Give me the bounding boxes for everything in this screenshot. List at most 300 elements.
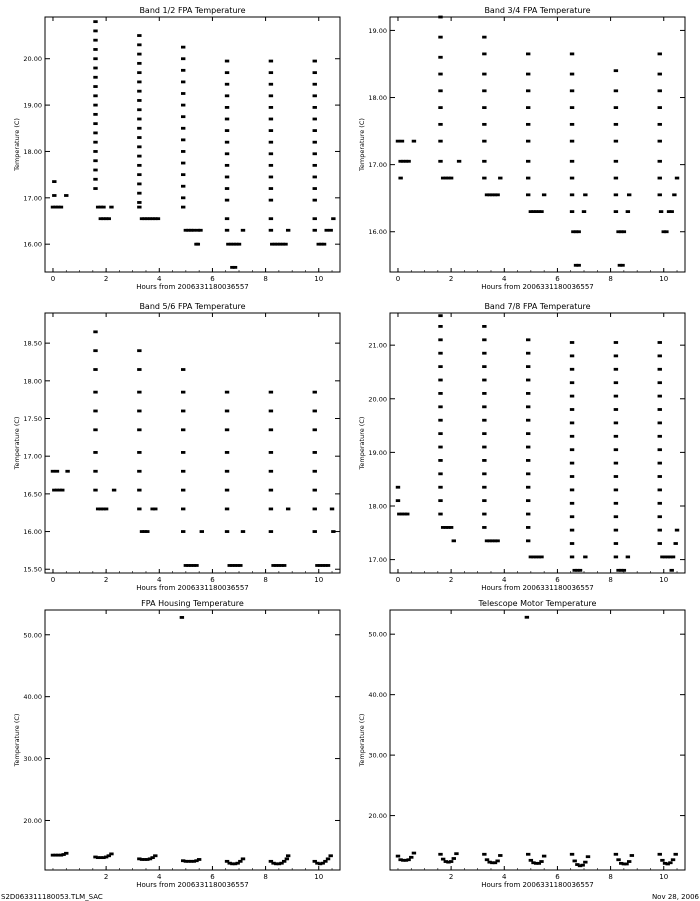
data-point xyxy=(181,127,185,130)
data-point xyxy=(438,432,442,435)
data-point xyxy=(181,162,185,165)
data-point xyxy=(200,530,204,533)
data-point xyxy=(449,860,453,863)
data-point xyxy=(283,243,287,246)
data-point xyxy=(482,160,486,163)
data-point xyxy=(269,508,273,511)
data-point xyxy=(109,206,113,209)
data-point xyxy=(137,173,141,176)
data-point xyxy=(570,210,574,213)
data-point xyxy=(570,193,574,196)
data-point xyxy=(153,854,157,857)
data-point xyxy=(675,529,679,532)
data-point xyxy=(614,529,618,532)
data-point xyxy=(542,855,546,858)
data-point xyxy=(313,141,317,144)
y-tick-label: 30.00 xyxy=(23,755,42,764)
data-point xyxy=(238,564,242,567)
data-point xyxy=(269,176,273,179)
data-point xyxy=(137,108,141,111)
data-point xyxy=(269,199,273,202)
data-point xyxy=(658,435,662,438)
x-tick-label: 6 xyxy=(555,873,560,881)
data-point xyxy=(526,853,530,856)
data-point xyxy=(313,176,317,179)
data-point xyxy=(658,368,662,371)
data-point xyxy=(313,508,317,511)
data-point xyxy=(482,106,486,109)
data-point xyxy=(664,230,668,233)
data-point xyxy=(576,264,580,267)
data-point xyxy=(137,470,141,473)
data-point xyxy=(614,381,618,384)
data-point xyxy=(64,194,68,197)
data-point xyxy=(485,858,489,861)
data-point xyxy=(614,489,618,492)
data-point xyxy=(658,408,662,411)
data-point xyxy=(570,89,574,92)
data-point xyxy=(526,338,530,341)
data-point xyxy=(482,392,486,395)
y-axis-label: Temperature (C) xyxy=(13,713,21,767)
data-point xyxy=(622,569,626,572)
data-point xyxy=(570,123,574,126)
y-tick-label: 17.00 xyxy=(368,161,387,170)
data-point xyxy=(405,513,409,516)
data-point xyxy=(438,486,442,489)
plot-frame xyxy=(390,17,685,272)
data-point xyxy=(225,470,229,473)
data-point xyxy=(526,177,530,180)
data-point xyxy=(438,365,442,368)
footer-filename: S2D063311180053.TLM_SAC xyxy=(1,893,103,901)
x-tick-label: 6 xyxy=(555,576,560,584)
data-point xyxy=(93,187,97,190)
chart-title: Band 7/8 FPA Temperature xyxy=(484,302,591,311)
data-point xyxy=(438,419,442,422)
data-point xyxy=(269,71,273,74)
chart-title: Band 5/6 FPA Temperature xyxy=(139,302,246,311)
y-tick-label: 17.00 xyxy=(23,194,42,203)
data-point xyxy=(658,381,662,384)
data-point xyxy=(570,73,574,76)
data-point xyxy=(658,341,662,344)
y-axis-label: Temperature (C) xyxy=(358,713,366,767)
data-point xyxy=(269,229,273,232)
data-point xyxy=(529,859,533,862)
data-point xyxy=(526,106,530,109)
data-point xyxy=(582,210,586,213)
data-point xyxy=(269,94,273,97)
data-point xyxy=(181,470,185,473)
data-point xyxy=(526,193,530,196)
data-point xyxy=(93,428,97,431)
chart-title: FPA Housing Temperature xyxy=(141,599,244,608)
data-point xyxy=(542,193,546,196)
data-point xyxy=(482,73,486,76)
data-point xyxy=(137,201,141,204)
data-point xyxy=(181,92,185,95)
data-point xyxy=(673,853,677,856)
data-point xyxy=(181,173,185,176)
data-point xyxy=(526,89,530,92)
data-point xyxy=(672,193,676,196)
y-tick-label: 18.00 xyxy=(23,377,42,386)
x-tick-label: 8 xyxy=(608,275,613,283)
data-point xyxy=(614,448,618,451)
data-point xyxy=(313,187,317,190)
data-point xyxy=(438,392,442,395)
data-point xyxy=(104,508,108,511)
x-tick-label: 4 xyxy=(502,576,507,584)
data-point xyxy=(570,556,574,559)
data-point xyxy=(482,446,486,449)
x-axis-label: Hours from 2006331180036557 xyxy=(136,584,249,592)
data-point xyxy=(93,57,97,60)
data-point xyxy=(482,472,486,475)
data-point xyxy=(573,860,577,863)
y-axis-label: Temperature (C) xyxy=(358,416,366,470)
data-point xyxy=(269,187,273,190)
data-point xyxy=(526,526,530,529)
x-tick-label: 8 xyxy=(263,275,268,283)
data-point xyxy=(241,229,245,232)
data-point xyxy=(438,446,442,449)
data-point xyxy=(52,194,56,197)
data-point xyxy=(93,159,97,162)
chart-title: Band 1/2 FPA Temperature xyxy=(139,6,246,15)
data-point xyxy=(616,858,620,861)
data-point xyxy=(660,859,664,862)
data-point xyxy=(614,853,618,856)
data-point xyxy=(626,556,630,559)
data-point xyxy=(614,160,618,163)
data-point xyxy=(313,410,317,413)
data-point xyxy=(137,71,141,74)
data-point xyxy=(576,230,580,233)
data-point xyxy=(225,391,229,394)
data-point xyxy=(286,854,290,857)
data-point xyxy=(438,314,442,317)
y-axis-label: Temperature (C) xyxy=(13,416,21,470)
data-point xyxy=(269,60,273,63)
data-point xyxy=(328,854,332,857)
x-tick-label: 6 xyxy=(210,275,215,283)
data-point xyxy=(313,118,317,121)
data-point xyxy=(482,526,486,529)
data-point xyxy=(93,410,97,413)
data-point xyxy=(51,470,55,473)
data-point xyxy=(137,43,141,46)
data-point xyxy=(225,129,229,132)
data-point xyxy=(526,160,530,163)
data-point xyxy=(526,73,530,76)
data-point xyxy=(233,266,237,269)
data-point xyxy=(225,60,229,63)
data-point xyxy=(675,177,679,180)
data-point xyxy=(614,556,618,559)
data-point xyxy=(658,515,662,518)
data-point xyxy=(482,432,486,435)
data-point xyxy=(313,530,317,533)
data-point xyxy=(181,104,185,107)
data-point xyxy=(55,470,59,473)
data-point xyxy=(112,489,116,492)
data-point xyxy=(622,230,626,233)
data-point xyxy=(658,853,662,856)
data-point xyxy=(225,199,229,202)
data-point xyxy=(438,513,442,516)
y-tick-label: 20.00 xyxy=(23,816,42,825)
x-tick-label: 2 xyxy=(103,576,109,584)
data-point xyxy=(482,177,486,180)
data-point xyxy=(539,556,543,559)
data-point xyxy=(181,46,185,49)
data-point xyxy=(269,410,273,413)
data-point xyxy=(156,217,160,220)
data-point xyxy=(570,462,574,465)
data-point xyxy=(570,408,574,411)
data-point xyxy=(326,564,330,567)
data-point xyxy=(570,515,574,518)
data-point xyxy=(225,410,229,413)
data-point xyxy=(438,123,442,126)
data-point xyxy=(137,90,141,93)
data-point xyxy=(145,530,149,533)
x-tick-label: 8 xyxy=(263,873,268,881)
data-point xyxy=(197,858,201,861)
y-tick-label: 50.00 xyxy=(368,630,387,639)
data-point xyxy=(181,410,185,413)
data-point xyxy=(658,462,662,465)
data-point xyxy=(658,489,662,492)
data-point xyxy=(570,160,574,163)
x-tick-label: 2 xyxy=(448,275,454,283)
data-point xyxy=(225,451,229,454)
data-point xyxy=(658,193,662,196)
y-tick-label: 40.00 xyxy=(23,693,42,702)
data-point xyxy=(225,152,229,155)
data-point xyxy=(241,530,245,533)
data-point xyxy=(539,210,543,213)
data-point xyxy=(137,451,141,454)
data-point xyxy=(658,529,662,532)
y-tick-label: 17.50 xyxy=(23,415,42,424)
data-point xyxy=(137,155,141,158)
data-point xyxy=(526,446,530,449)
data-point xyxy=(93,94,97,97)
data-point xyxy=(614,89,618,92)
data-point xyxy=(65,470,69,473)
data-point xyxy=(93,489,97,492)
data-point xyxy=(137,62,141,65)
data-point xyxy=(614,395,618,398)
data-point xyxy=(331,217,335,220)
data-point xyxy=(570,502,574,505)
x-tick-label: 10 xyxy=(314,275,324,283)
data-point xyxy=(526,472,530,475)
data-point xyxy=(614,435,618,438)
data-point xyxy=(137,164,141,167)
data-point xyxy=(438,499,442,502)
y-tick-label: 18.50 xyxy=(23,339,42,348)
data-point xyxy=(570,368,574,371)
x-tick-label: 4 xyxy=(502,275,507,283)
x-tick-label: 2 xyxy=(103,873,109,881)
data-point xyxy=(583,193,587,196)
data-point xyxy=(658,123,662,126)
data-point xyxy=(658,140,662,143)
chart-panel-4 xyxy=(358,302,685,592)
x-tick-label: 0 xyxy=(50,576,56,584)
x-axis-label: Hours from 2006331180036557 xyxy=(481,881,594,889)
data-point xyxy=(181,115,185,118)
data-point xyxy=(412,140,416,143)
x-tick-label: 4 xyxy=(157,275,162,283)
data-point xyxy=(282,564,286,567)
data-point xyxy=(583,556,587,559)
y-tick-label: 15.50 xyxy=(23,565,42,574)
data-point xyxy=(225,489,229,492)
data-point xyxy=(570,489,574,492)
data-point xyxy=(526,53,530,56)
chart-panel-2 xyxy=(358,6,685,291)
data-point xyxy=(482,89,486,92)
data-point xyxy=(673,542,677,545)
data-point xyxy=(285,857,289,860)
data-point xyxy=(181,206,185,209)
data-point xyxy=(614,408,618,411)
data-point xyxy=(570,475,574,478)
x-axis-label: Hours from 2006331180036557 xyxy=(136,881,249,889)
chart-panel-5 xyxy=(13,599,340,889)
data-point xyxy=(526,432,530,435)
x-tick-label: 8 xyxy=(263,576,268,584)
data-point xyxy=(526,499,530,502)
data-point xyxy=(482,379,486,382)
data-point xyxy=(93,368,97,371)
data-point xyxy=(671,556,675,559)
data-point xyxy=(614,177,618,180)
data-point xyxy=(526,352,530,355)
data-point xyxy=(237,243,241,246)
data-point xyxy=(225,141,229,144)
data-point xyxy=(313,164,317,167)
data-point xyxy=(482,459,486,462)
x-axis-label: Hours from 2006331180036557 xyxy=(481,283,594,291)
data-point xyxy=(526,365,530,368)
data-point xyxy=(570,140,574,143)
data-point xyxy=(498,854,502,857)
x-axis-label: Hours from 2006331180036557 xyxy=(136,283,249,291)
data-point xyxy=(225,106,229,109)
x-tick-label: 10 xyxy=(314,576,324,584)
data-point xyxy=(525,616,529,619)
data-point xyxy=(93,48,97,51)
data-point xyxy=(526,419,530,422)
data-point xyxy=(313,106,317,109)
data-point xyxy=(526,392,530,395)
data-point xyxy=(482,853,486,856)
data-point xyxy=(313,489,317,492)
chart-title: Band 3/4 FPA Temperature xyxy=(484,6,591,15)
y-tick-label: 17.00 xyxy=(23,452,42,461)
data-point xyxy=(313,229,317,232)
data-point xyxy=(93,113,97,116)
data-point xyxy=(93,141,97,144)
data-point xyxy=(482,352,486,355)
data-point xyxy=(269,451,273,454)
data-point xyxy=(659,210,663,213)
y-tick-label: 18.00 xyxy=(23,147,42,156)
data-point xyxy=(101,206,105,209)
data-point xyxy=(396,140,400,143)
data-point xyxy=(269,217,273,220)
footer-date: Nov 28, 2006 xyxy=(651,893,699,901)
data-point xyxy=(570,421,574,424)
data-point xyxy=(614,462,618,465)
data-point xyxy=(137,410,141,413)
data-point xyxy=(658,106,662,109)
data-point xyxy=(225,94,229,97)
data-point xyxy=(137,81,141,84)
data-point xyxy=(269,530,273,533)
data-point xyxy=(495,539,499,542)
x-tick-label: 0 xyxy=(50,275,56,283)
data-point xyxy=(482,365,486,368)
data-point xyxy=(137,368,141,371)
data-point xyxy=(482,325,486,328)
data-point xyxy=(64,852,68,855)
data-point xyxy=(449,526,453,529)
data-point xyxy=(313,391,317,394)
data-point xyxy=(330,508,334,511)
y-tick-label: 20.00 xyxy=(368,812,387,821)
x-tick-label: 4 xyxy=(157,576,162,584)
data-point xyxy=(326,857,330,860)
data-point xyxy=(570,177,574,180)
data-point xyxy=(526,486,530,489)
data-point xyxy=(495,860,499,863)
data-point xyxy=(539,860,543,863)
data-point xyxy=(269,164,273,167)
data-point xyxy=(269,106,273,109)
data-point xyxy=(658,542,662,545)
data-point xyxy=(137,349,141,352)
plot-frame xyxy=(45,313,340,573)
y-tick-label: 16.00 xyxy=(368,228,387,237)
plot-frame xyxy=(390,610,685,870)
data-point xyxy=(225,83,229,86)
data-point xyxy=(438,140,442,143)
data-point xyxy=(181,428,185,431)
data-point xyxy=(526,379,530,382)
y-tick-label: 40.00 xyxy=(368,691,387,700)
data-point xyxy=(225,229,229,232)
data-point xyxy=(137,127,141,130)
data-point xyxy=(269,129,273,132)
data-point xyxy=(93,122,97,125)
x-tick-label: 2 xyxy=(448,873,454,881)
data-point xyxy=(570,395,574,398)
data-point xyxy=(241,857,245,860)
data-point xyxy=(181,530,185,533)
data-point xyxy=(670,569,674,572)
data-point xyxy=(225,217,229,220)
data-point xyxy=(668,861,672,864)
data-point xyxy=(137,34,141,37)
data-point xyxy=(269,152,273,155)
